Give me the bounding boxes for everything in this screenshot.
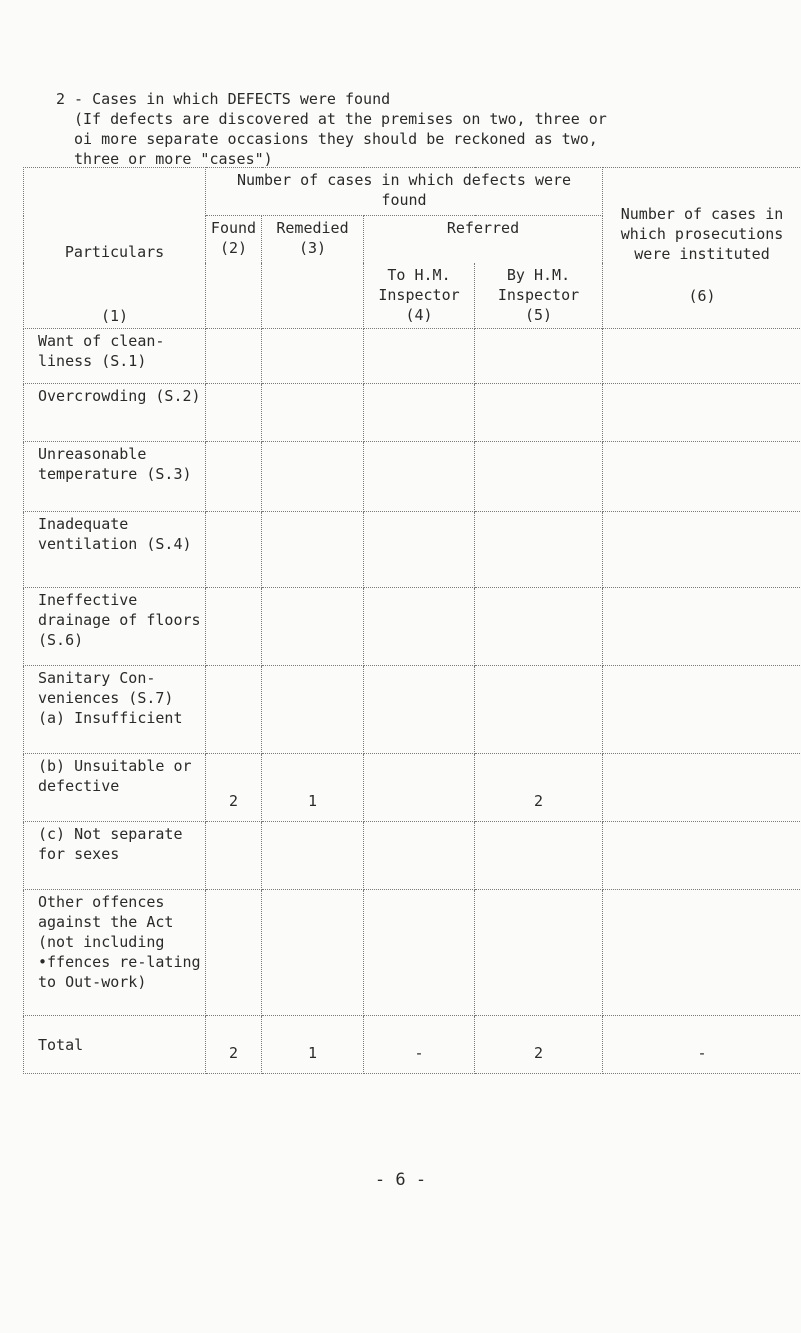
cell-remedied	[262, 329, 364, 384]
cell-found: 2	[206, 1016, 262, 1074]
heading-note-line2: oi more separate occasions they should be reckoned as two,	[74, 130, 598, 148]
cell-remedied: 1	[262, 754, 364, 822]
page-number: - 6 -	[374, 1170, 427, 1190]
table-row	[24, 329, 801, 384]
cell-prosecutions	[603, 512, 801, 588]
table-row	[24, 666, 801, 754]
table-row	[24, 442, 801, 512]
cell-remedied	[262, 890, 364, 1016]
cell-remedied	[262, 442, 364, 512]
cell-by-hm	[475, 442, 603, 512]
row-label: Overcrowding (S.2)	[24, 384, 206, 442]
cell-remedied	[262, 666, 364, 754]
header-prosecutions: Number of cases in which prosecutions were instituted (6)	[603, 168, 801, 329]
cell-to-hm	[364, 442, 475, 512]
table-row	[24, 754, 801, 822]
table-row	[24, 588, 801, 666]
cell-to-hm	[364, 666, 475, 754]
table-row	[24, 384, 801, 442]
header-found: Found (2)	[206, 216, 262, 329]
cell-by-hm	[475, 512, 603, 588]
cell-found: 2	[206, 754, 262, 822]
cell-prosecutions: -	[603, 1016, 801, 1074]
cell-to-hm	[364, 822, 475, 890]
header-referred: Referred	[364, 216, 603, 263]
cell-to-hm	[364, 754, 475, 822]
cell-by-hm	[475, 890, 603, 1016]
cell-by-hm	[475, 384, 603, 442]
cell-found	[206, 890, 262, 1016]
cell-found	[206, 384, 262, 442]
cell-to-hm	[364, 890, 475, 1016]
cell-by-hm: 2	[475, 754, 603, 822]
cell-prosecutions	[603, 384, 801, 442]
cell-found	[206, 442, 262, 512]
row-label: (c) Not separate for sexes	[24, 822, 206, 890]
cell-prosecutions	[603, 822, 801, 890]
cell-by-hm	[475, 329, 603, 384]
heading-note-line3: three or more "cases")	[74, 150, 273, 168]
row-label: Sanitary Con-veniences (S.7) (a) Insufficient	[24, 666, 206, 754]
cell-by-hm	[475, 822, 603, 890]
cell-found	[206, 666, 262, 754]
row-label: Ineffective drainage of floors (S.6)	[24, 588, 206, 666]
cell-to-hm	[364, 512, 475, 588]
header-to-hm-inspector: To H.M. Inspector (4)	[364, 263, 475, 329]
heading-title: 2 - Cases in which DEFECTS were found	[56, 90, 391, 108]
cell-to-hm	[364, 329, 475, 384]
cell-found	[206, 588, 262, 666]
table-row	[24, 512, 801, 588]
cell-prosecutions	[603, 754, 801, 822]
cell-to-hm	[364, 588, 475, 666]
total-row	[24, 1016, 801, 1074]
row-label: Total	[24, 1016, 206, 1074]
cell-remedied	[262, 822, 364, 890]
cell-by-hm: 2	[475, 1016, 603, 1074]
cell-prosecutions	[603, 442, 801, 512]
header-remedied: Remedied (3)	[262, 216, 364, 329]
defects-table	[23, 167, 801, 1074]
row-label: (b) Unsuitable or defective	[24, 754, 206, 822]
row-label: Inadequate ventilation (S.4)	[24, 512, 206, 588]
cell-to-hm	[364, 384, 475, 442]
cell-found	[206, 329, 262, 384]
cell-by-hm	[475, 666, 603, 754]
cell-remedied: 1	[262, 1016, 364, 1074]
cell-prosecutions	[603, 329, 801, 384]
row-label: Want of clean-liness (S.1)	[24, 329, 206, 384]
cell-found	[206, 822, 262, 890]
row-label: Unreasonable temperature (S.3)	[24, 442, 206, 512]
cell-to-hm: -	[364, 1016, 475, 1074]
cell-by-hm	[475, 588, 603, 666]
row-label: Other offences against the Act (not including •ffences re-lating to Out-work)	[24, 890, 206, 1016]
cell-remedied	[262, 384, 364, 442]
cell-remedied	[262, 512, 364, 588]
cell-prosecutions	[603, 588, 801, 666]
cell-prosecutions	[603, 890, 801, 1016]
table-row	[24, 890, 801, 1016]
cell-prosecutions	[603, 666, 801, 754]
header-cases-found-group: Number of cases in which defects were found	[206, 168, 603, 216]
header-by-hm-inspector: By H.M. Inspector (5)	[475, 263, 603, 329]
section-heading	[56, 89, 796, 169]
table-row	[24, 822, 801, 890]
cell-remedied	[262, 588, 364, 666]
cell-found	[206, 512, 262, 588]
header-particulars: Particulars (1)	[24, 168, 206, 329]
heading-note-line1: (If defects are discovered at the premises on two, three or	[74, 110, 607, 128]
